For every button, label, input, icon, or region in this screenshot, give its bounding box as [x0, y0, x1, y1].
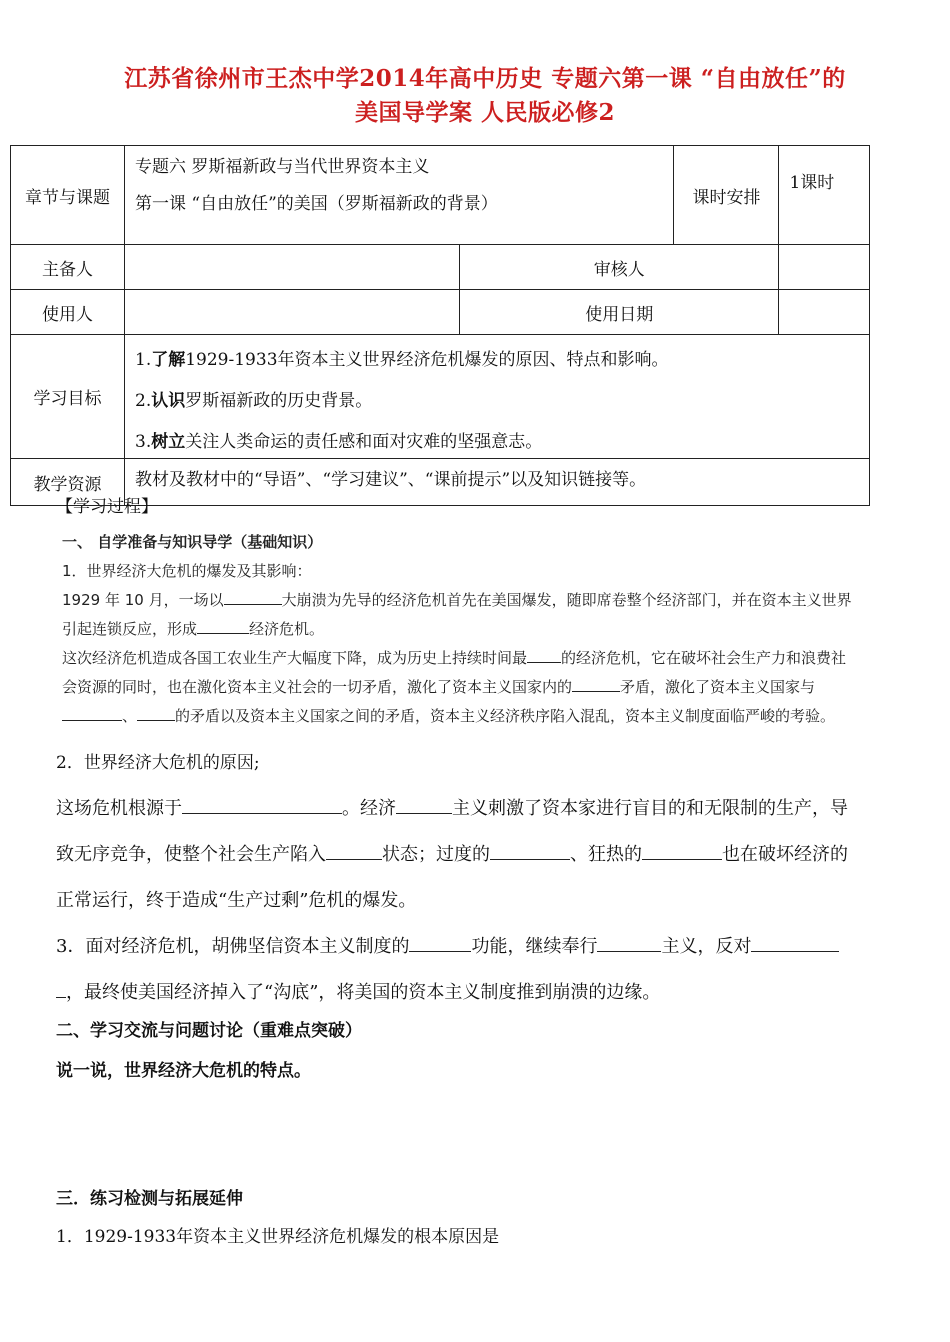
fill-line: 、 的矛盾以及资本主义国家之间的矛盾，资本主义经济秩序陷入混乱，资本主义制度面临严峻的考验。 — [62, 702, 902, 731]
part1-heading: 一、 自学准备与知识导学（基础知识） — [62, 533, 323, 551]
hours-label: 课时安排 — [674, 146, 779, 245]
fill-line: 3．面对经济危机，胡佛坚信资本主义制度的 功能，继续奉行 主义，反对 — [56, 924, 901, 970]
section2-prompt: 说一说，世界经济大危机的特点。 — [56, 1061, 311, 1081]
goal-item: 2.认识罗斯福新政的历史背景。 — [135, 391, 373, 411]
preparer-value — [125, 245, 460, 290]
item2-title: 2．世界经济大危机的原因; — [56, 753, 260, 773]
fill-line: 致无序竞争，使整个社会生产陷入 状态；过度的 、狂热的 也在破坏经济的 — [56, 844, 848, 865]
goal-item: 3.树立关注人类命运的责任感和面对灾难的坚强意志。 — [135, 432, 543, 452]
fill-line: 这场危机根源于 。经济 主义刺激了资本家进行盲目的和无限制的生产，导 — [56, 798, 848, 819]
lesson-info-table — [10, 145, 870, 506]
goal-item: 1.了解1929-1933年资本主义世界经济危机爆发的原因、特点和影响。 — [135, 350, 669, 370]
chapter-label: 章节与课题 — [11, 146, 125, 245]
title-line-2: 美国导学案 人民版必修2 — [354, 99, 615, 126]
fill-line: ，最终使美国经济掉入了“沟底”，将美国的资本主义制度推到崩溃的边缘。 — [56, 970, 901, 1016]
user-value — [125, 290, 460, 335]
item1-title: 1．世界经济大危机的爆发及其影响： — [62, 562, 312, 580]
hours-value: 1课时 — [779, 146, 870, 245]
section3-question-1: 1．1929-1933年资本主义世界经济危机爆发的根本原因是 — [56, 1227, 500, 1247]
self-study-section — [62, 528, 902, 731]
resources-text: 教材及教材中的“导语”、“学习建议”、“课前提示”以及知识链接等。 — [125, 459, 870, 506]
fill-line: 1929 年 10 月，一场以 大崩溃为先导的经济危机首先在美国爆发，随即席卷整个经济部门，并在资本主义世界 — [62, 586, 902, 615]
reviewer-value — [779, 245, 870, 290]
date-label: 使用日期 — [460, 290, 779, 335]
section2-heading: 二、学习交流与问题讨论（重难点突破） — [56, 1021, 362, 1041]
document-title — [60, 62, 910, 130]
date-value — [779, 290, 870, 335]
fill-line: 这次经济危机造成各国工农业生产大幅度下降，成为历史上持续时间最 的经济危机，它在破坏社会生产力和浪费社 — [62, 644, 902, 673]
causes-section — [56, 740, 901, 1016]
fill-line: 正常运行，终于造成“生产过剩”危机的爆发。 — [56, 890, 417, 911]
goals-list — [125, 335, 870, 459]
fill-line: 会资源的同时，也在激化资本主义社会的一切矛盾，激化了资本主义国家内的 矛盾，激化了资本主义国家与 — [62, 673, 902, 702]
reviewer-label: 审核人 — [460, 245, 779, 290]
chapter-line-2: 第一课 “自由放任”的美国（罗斯福新政的背景） — [135, 194, 498, 214]
goals-label: 学习目标 — [11, 335, 125, 459]
title-line-1: 江苏省徐州市王杰中学2014年高中历史 专题六第一课 “自由放任”的 — [124, 65, 846, 92]
fill-line: 引起连锁反应，形成 经济危机。 — [62, 615, 902, 644]
user-label: 使用人 — [11, 290, 125, 335]
chapter-line-1: 专题六 罗斯福新政与当代世界资本主义 — [135, 157, 430, 177]
section3-heading: 三．练习检测与拓展延伸 — [56, 1189, 243, 1209]
resources-label: 教学资源 — [11, 459, 125, 506]
process-heading: 【学习过程】 — [56, 497, 158, 517]
preparer-label: 主备人 — [11, 245, 125, 290]
